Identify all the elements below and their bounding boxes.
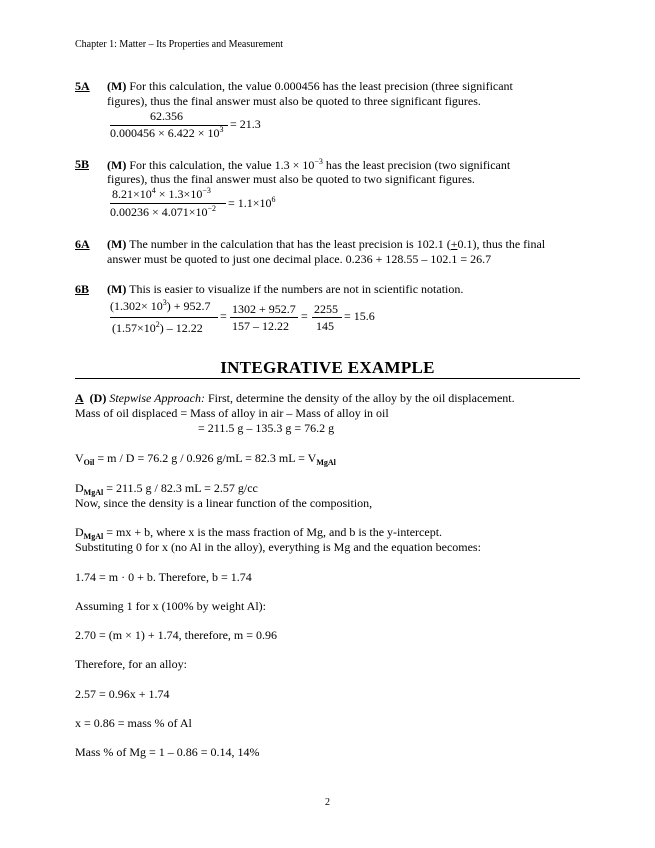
equation-3: 2.57 = 0.96x + 1.74 bbox=[75, 687, 170, 701]
density-line: $D_{MgAl} = 211.5$ g / 82.3 mL = 2.57 g/cc bbox=[75, 481, 258, 497]
problem-5a-line1: (M) For this calculation, the value 0.000456 has the least precision (three significant bbox=[107, 79, 513, 93]
page-number: 2 bbox=[325, 797, 330, 808]
equation-5: Mass % of Mg = 1 – 0.86 = 0.14, 14% bbox=[75, 745, 260, 759]
fraction-5b-numerator: $8.21\times 10^4 \times 1.3\times 10^{-3}$ bbox=[112, 186, 211, 201]
fraction-6b-2-bar bbox=[230, 317, 298, 318]
problem-6a-line1: (M) The number in the calculation that has the least precision is 102.1 (+0.1), thus the final bbox=[107, 237, 546, 251]
substituting-line: Substituting 0 for x (no Al in the alloy), everything is Mg and the equation becomes: bbox=[75, 540, 481, 554]
fraction-6b-eq1: = bbox=[220, 309, 227, 323]
therefore-line: Therefore, for an alloy: bbox=[75, 657, 187, 671]
fraction-6b-3-numerator: 2255 bbox=[314, 302, 338, 316]
problem-label-5a: 5A bbox=[75, 79, 90, 93]
fraction-6b-result: = 15.6 bbox=[344, 309, 375, 323]
fraction-6b bbox=[108, 298, 388, 338]
problem-5b-line2: figures), thus the final answer must also be quoted to two significant figures. bbox=[107, 172, 475, 186]
problem-label-6a: 6A bbox=[75, 237, 90, 251]
problem-5b-level: (M) bbox=[107, 158, 127, 172]
fraction-6b-1-numerator: $(1.302\times 10^3) + 952.7$ bbox=[110, 298, 211, 313]
fraction-5b-result: = $1.1\times 10^6$ bbox=[228, 195, 276, 210]
section-title: INTEGRATIVE EXAMPLE bbox=[220, 358, 435, 377]
equation-4: x = 0.86 = mass % of Al bbox=[75, 716, 192, 730]
density-linear-line: $D_{MgAl}$ = mx + b, where x is the mass fraction of Mg, and b is the y-intercept. bbox=[75, 525, 443, 541]
problem-6a-level: (M) bbox=[107, 237, 127, 251]
problem-5a-level: (M) bbox=[107, 79, 127, 93]
fraction-5b-denominator: $0.00236 \times 4.071\times 10^{-2}$ bbox=[110, 204, 217, 219]
mass-oil-calc: = 211.5 g – 135.3 g = 76.2 g bbox=[198, 421, 335, 435]
problem-6a-line2: answer must be quoted to just one decimal place. 0.236 + 128.55 – 102.1 = 26.7 bbox=[107, 252, 492, 266]
fraction-6b-1-bar bbox=[110, 317, 218, 318]
fraction-5a-numerator: 62.356 bbox=[150, 109, 183, 123]
fraction-6b-eq2: = bbox=[301, 309, 308, 323]
assuming-line: Assuming 1 for x (100% by weight Al): bbox=[75, 599, 266, 613]
fraction-6b-3-denominator: 145 bbox=[316, 319, 334, 333]
fraction-5b bbox=[108, 186, 288, 220]
fraction-6b-1-denominator: $(1.57\times 10^2) - 12.22$ bbox=[112, 320, 203, 335]
section-divider bbox=[75, 378, 580, 379]
chapter-header: Chapter 1: Matter – Its Properties and Measurement bbox=[75, 39, 283, 50]
mass-oil-line: Mass of oil displaced = Mass of alloy in air – Mass of alloy in oil bbox=[75, 406, 389, 420]
problem-label-5b: 5B bbox=[75, 157, 90, 171]
fraction-6b-2-denominator: 157 – 12.22 bbox=[232, 319, 289, 333]
fraction-6b-2-numerator: 1302 + 952.7 bbox=[232, 302, 296, 316]
problem-label-6b: 6B bbox=[75, 282, 90, 296]
now-line: Now, since the density is a linear function of the composition, bbox=[75, 496, 373, 510]
equation-2: 2.70 = (m × 1) + 1.74, therefore, m = 0.96 bbox=[75, 628, 278, 642]
fraction-6b-3-bar bbox=[312, 317, 342, 318]
problem-6b-line1: (M) This is easier to visualize if the numbers are not in scientific notation. bbox=[107, 282, 464, 296]
equation-1: 1.74 = m · 0 + b. Therefore, b = 1.74 bbox=[75, 570, 252, 584]
fraction-5a-denominator: $0.000456 \times 6.422 \times 10^3$ bbox=[110, 125, 224, 140]
fraction-5a bbox=[108, 109, 268, 139]
problem-5b-line1: (M) For this calculation, the value $1.3 \times 10^{-3}$ has the least precision (two significant bbox=[107, 157, 511, 172]
integrative-a-label: A bbox=[75, 391, 84, 405]
v-oil-line: $V_{Oil} = m / D = 76.2$ g / 0.926 g/mL = 82.3 mL = $V_{MgAl}$ bbox=[75, 451, 336, 467]
integrative-a-line1: A (D) Stepwise Approach: First, determine the density of the alloy by the oil displacement. bbox=[75, 391, 515, 405]
fraction-5a-result: = 21.3 bbox=[230, 117, 261, 131]
problem-6b-level: (M) bbox=[107, 282, 127, 296]
problem-5a-line2: figures), thus the final answer must also be quoted to three significant figures. bbox=[107, 94, 481, 108]
